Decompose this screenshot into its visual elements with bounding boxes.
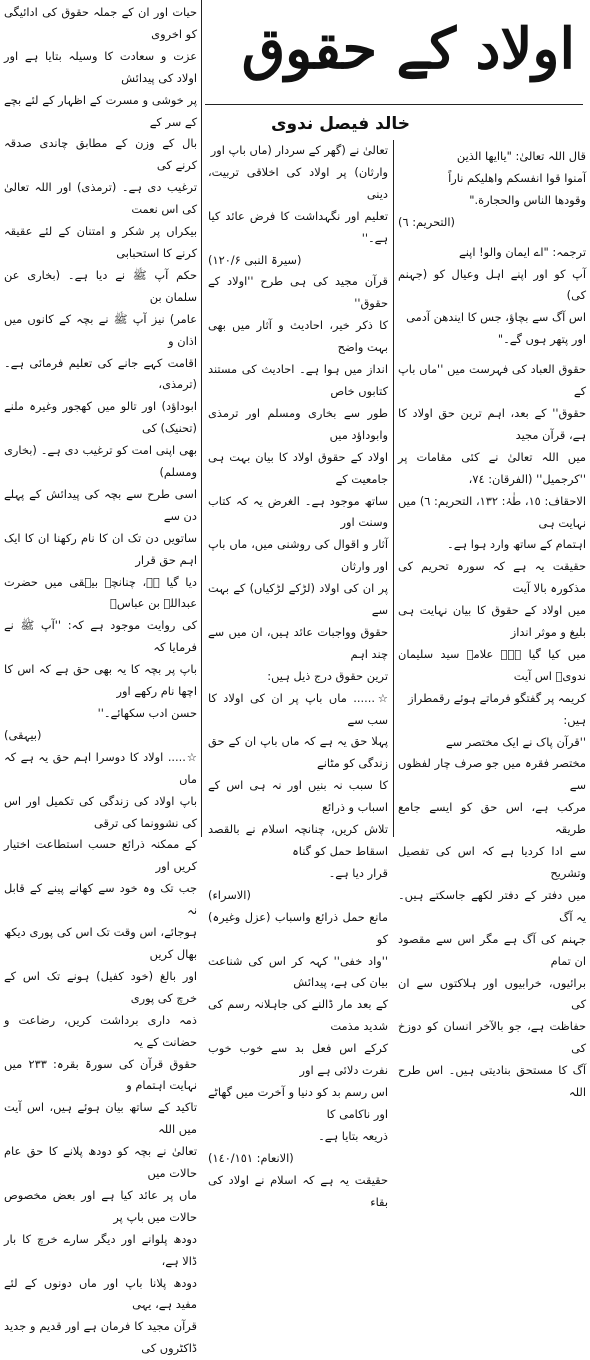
text-line: حقوق العباد کی فہرست میں ''ماں باپ کے bbox=[398, 362, 586, 399]
text-line: قرآن مجید کی ہی طرح ''اولاد کے حقوق'' bbox=[208, 274, 388, 311]
text-line: حقیقت یہ ہے کہ اسلام نے اولاد کی بقاء bbox=[208, 1172, 388, 1209]
text-line: تاکید کے ساتھ بیان ہوئے ہیں، اس آیت میں اللہ bbox=[4, 1100, 197, 1137]
text-line: میں اللہ تعالیٰ نے کئی مقامات پر ''کرجمیل'' (الفرقان: ٧٤، bbox=[398, 449, 586, 486]
author-byline: خالد فیصل ندوی bbox=[270, 114, 410, 134]
translation-line: ترجمہ: "اے ایمان والو! اپنے bbox=[459, 244, 586, 259]
text-line: عامر) نیز آپ ﷺ نے بچہ کے کانوں میں اذان و bbox=[4, 311, 197, 348]
citation: (سیرۃ النبی ۱۲۰/۶) bbox=[208, 252, 302, 267]
quran-verse-line: وقودھا الناس والحجارة." bbox=[469, 192, 586, 207]
text-line: دودھ پلانا باپ اور ماں دونوں کے لئے مفید ہے، یہی bbox=[4, 1275, 197, 1312]
column-left bbox=[4, 0, 197, 1356]
text-line: آگ کا مستحق بنادیتی ہیں۔ اس طرح اللہ bbox=[398, 1063, 586, 1100]
text-line: انداز میں ہوا ہے۔ احادیث کی مستند کتابوں خاص bbox=[208, 362, 388, 398]
text-line: دیا گیا ہے، چنانچہ بیہقی میں حضرت عبداللہ بن عباسؓ bbox=[4, 574, 197, 611]
text-line: ساتھ موجود ہے۔ الغرض یہ کہ کتاب وسنت اور bbox=[208, 493, 388, 530]
text-line: بال کے وزن کے مطابق چاندی صدقہ کرنے کی bbox=[4, 136, 197, 173]
text-line: ابوداؤد) اور تالو میں کھجور وغیرہ ملنے (تحنیک) کی bbox=[4, 399, 197, 436]
text-line: دودھ پلوانے اور دیگر سارے خرچ کا بار ڈالا ہے، bbox=[4, 1231, 197, 1268]
text-line: اقامت کہے جانے کی تعلیم فرمائی ہے۔ (ترمذی، bbox=[4, 355, 197, 392]
text-line: کا ذکر خیر، احادیث و آثار میں بھی بہت واضح bbox=[208, 318, 388, 355]
text-line: طور سے بخاری ومسلم اور ترمذی وابوداؤد میں bbox=[208, 405, 388, 442]
text-line: جب تک وہ خود سے کھانے پینے کے قابل نہ bbox=[4, 881, 197, 918]
text-line: وارثان) پر اولاد کی اخلاقی تربیت، دینی bbox=[208, 164, 388, 201]
text-line: کے ممکنہ ذرائع حسب استطاعت اختیار کریں اور bbox=[4, 837, 197, 874]
citation: (الاسراء) bbox=[208, 887, 251, 902]
text-line: قرآن مجید کا فرمان ہے اور قدیم و جدید ڈاکٹروں کی bbox=[4, 1319, 197, 1356]
text-line: آثار و اقوال کی روشنی میں، ماں باپ اور وارثان bbox=[208, 537, 388, 574]
text-line: برائیوں، خرابیوں اور ہلاکتوں سے ان کی bbox=[398, 975, 586, 1012]
text-line: ترغیب دی ہے۔ (ترمذی) اور اللہ تعالیٰ کی اس نعمت bbox=[4, 180, 197, 217]
text-line: اہتمام کے ساتھ وارد ہوا ہے۔ bbox=[447, 537, 586, 552]
verse-reference: (التحریم: ٦) bbox=[398, 214, 455, 229]
text-line: باپ پر بچہ کا یہ بھی حق ہے کہ اس کا اچھا نام رکھے اور bbox=[4, 662, 197, 699]
text-line: پر ان کی اولاد (لڑکے لڑکیاں) کے بہت سے bbox=[208, 581, 388, 618]
text-line: ترین حقوق درج ذیل ہیں: bbox=[267, 668, 388, 683]
text-line: حقوق وواجبات عائد ہیں، ان میں سے چند اہم bbox=[208, 624, 388, 661]
text-line: ہوجائے، اس وقت تک اس کی پوری دیکھ بھال کریں bbox=[4, 925, 197, 961]
text-line: مانع حمل ذرائع واسباب (عزل وغیرہ) کو bbox=[208, 909, 388, 946]
text-line: حقوق قرآن کی سورۃ بقرہ: ٢٣٣ میں نہایت اہتمام و bbox=[4, 1056, 197, 1093]
text-line: میں کیا گیا ہے۔ علامہ سید سلیمان ندویؒ اس آیت bbox=[398, 646, 586, 683]
text-line: ''واد خفی'' کہہ کر اس کی شناعت بیان کی ہے، پیدائش bbox=[208, 953, 388, 990]
translation-line: اور پتھر ہوں گے۔" bbox=[497, 332, 586, 347]
text-line: اسی طرح سے بچہ کی پیدائش کے پہلے دن سے bbox=[4, 486, 197, 523]
text-line: کا سبب نہ بنیں اور نہ ہی اس کے اسباب و ذرائع bbox=[208, 778, 388, 815]
text-line: مختصر فقرہ میں جو صرف چار لفظوں سے bbox=[398, 756, 586, 793]
text-line: کرکے اس فعل بد سے خوب خوب نفرت دلائی ہے اور bbox=[208, 1041, 388, 1078]
column-right bbox=[398, 146, 587, 1100]
column-divider bbox=[393, 140, 394, 837]
text-line: پہلا حق یہ ہے کہ ماں باپ ان کے حق زندگی کو مٹانے bbox=[208, 734, 388, 771]
text-line: ساتویں دن تک ان کا نام رکھنا ان کا ایک اہم حق قرار bbox=[4, 530, 197, 567]
text-line: قرار دیا ہے۔ bbox=[328, 865, 388, 880]
text-line: حیات اور ان کے جملہ حقوق کی ادائیگی کو اخروی bbox=[4, 5, 197, 41]
text-line: پر خوشی و مسرت کے اظہار کے لئے بچے کے سر کے bbox=[4, 92, 197, 129]
text-line: حقیقت یہ ہے کہ سورہ تحریم کی مذکورہ بالا آیت bbox=[398, 559, 586, 596]
translation-line: آپ کو اور اپنے اہل وعیال کو (جہنم کی) bbox=[398, 266, 586, 303]
text-line: ذریعہ بتایا ہے۔ bbox=[318, 1128, 388, 1143]
column-middle bbox=[208, 140, 388, 1209]
text-line: اس رسم بد کو دنیا و آخرت میں گھاٹے اور ناکامی کا bbox=[208, 1084, 388, 1121]
text-line: مرکب ہے، اس حق کو ایسے جامع طریقہ bbox=[398, 800, 586, 837]
text-line: حسن ادب سکھائے۔'' bbox=[97, 706, 197, 720]
text-line: اولاد کے حقوق اولاد کا بیان بہت ہی جامعیت کے bbox=[208, 449, 388, 486]
quran-verse-line: قال اللہ تعالیٰ: "یاایھا الذین bbox=[456, 149, 586, 163]
text-line: ☆...... ماں باپ پر ان کی اولاد کا سب سے bbox=[208, 690, 388, 727]
text-line: حقوق'' کے بعد، اہم ترین حق اولاد کا ہے، قرآن مجید bbox=[398, 405, 586, 442]
text-line: ماں پر عائد کیا ہے اور بعض مخصوص حالات میں باپ پر bbox=[4, 1187, 197, 1224]
text-line: میں اولاد کے حقوق کا بیان نہایت ہی بلیغ و موثر انداز bbox=[398, 603, 586, 640]
text-line: تلاش کریں، چنانچہ اسلام نے بالقصد اسقاط حمل کو گناہ bbox=[208, 822, 388, 858]
text-line: عزت و سعادت کا وسیلہ بتایا ہے اور اولاد کی پیدائش bbox=[4, 48, 197, 85]
text-line: تعالیٰ نے (گھر کے سردار (ماں باپ اور bbox=[210, 143, 388, 157]
text-line: میں دفتر کے دفتر لکھے جاسکتے ہیں۔ یہ آگ bbox=[398, 887, 586, 924]
text-line: تعلیم اور نگہداشت کا فرض عائد کیا ہے۔'' bbox=[208, 208, 388, 245]
text-line: ذمہ داری برداشت کریں، رضاعت و حضانت کے یہ bbox=[4, 1012, 197, 1049]
text-line: بیکراں پر شکر و امتنان کے لئے عقیقہ کرنے کا استحبابی bbox=[4, 224, 197, 260]
text-line: حفاظت ہے، جو بالآخر انسان کو دوزخ کی bbox=[398, 1019, 586, 1056]
text-line: باپ اولاد کی زندگی کی تکمیل اور اس کی نشوونما کی ترقی bbox=[4, 793, 197, 830]
translation-line: اس آگ سے بچاؤ، جس کا ایندھن آدمی bbox=[406, 310, 586, 325]
text-line: سے ادا کردیا ہے کہ اس کی تفصیل وتشریح bbox=[398, 844, 586, 880]
text-line: اور بالغ (خود کفیل) ہونے تک اس کے خرچ کی پوری bbox=[4, 968, 197, 1005]
citation: (الانعام: ١٤٠/١٥١) bbox=[208, 1150, 294, 1165]
citation: (بیہقی) bbox=[4, 727, 42, 742]
text-line: کریمہ پر گفتگو فرماتے ہوئے رقمطراز ہیں: bbox=[408, 690, 586, 727]
text-line: کی روایت موجود ہے کہ: ''آپ ﷺ نے فرمایا کہ bbox=[4, 618, 197, 655]
text-line: جہنم کی آگ ہے مگر اس سے مقصود ان تمام bbox=[398, 931, 586, 968]
text-line: ''قرآن پاک نے ایک مختصر سے bbox=[445, 734, 586, 749]
quran-verse-line: آمنوا قوا انفسکم واھلیکم ناراً bbox=[448, 170, 586, 185]
text-line: بھی اپنی امت کو ترغیب دی ہے۔ (بخاری ومسلم) bbox=[4, 443, 197, 480]
text-line: الاحقاف: ١٥، طٰہٰ: ١٣٢، التحریم: ٦) میں نہایت ہی bbox=[398, 493, 587, 530]
article-title: اولاد کے حقوق bbox=[241, 16, 575, 82]
text-line: ☆..... اولاد کا دوسرا اہم حق یہ ہے کہ ماں bbox=[4, 749, 197, 786]
byline-rule bbox=[205, 104, 583, 105]
text-line: حکم آپ ﷺ نے دیا ہے۔ (بخاری عن سلمان بن bbox=[4, 267, 197, 304]
text-line: تعالیٰ نے بچہ کو دودھ پلانے کا حق عام حالات میں bbox=[4, 1144, 197, 1181]
text-line: کے بعد مار ڈالنے کی جاہلانہ رسم کی شدید مذمت bbox=[208, 997, 388, 1034]
